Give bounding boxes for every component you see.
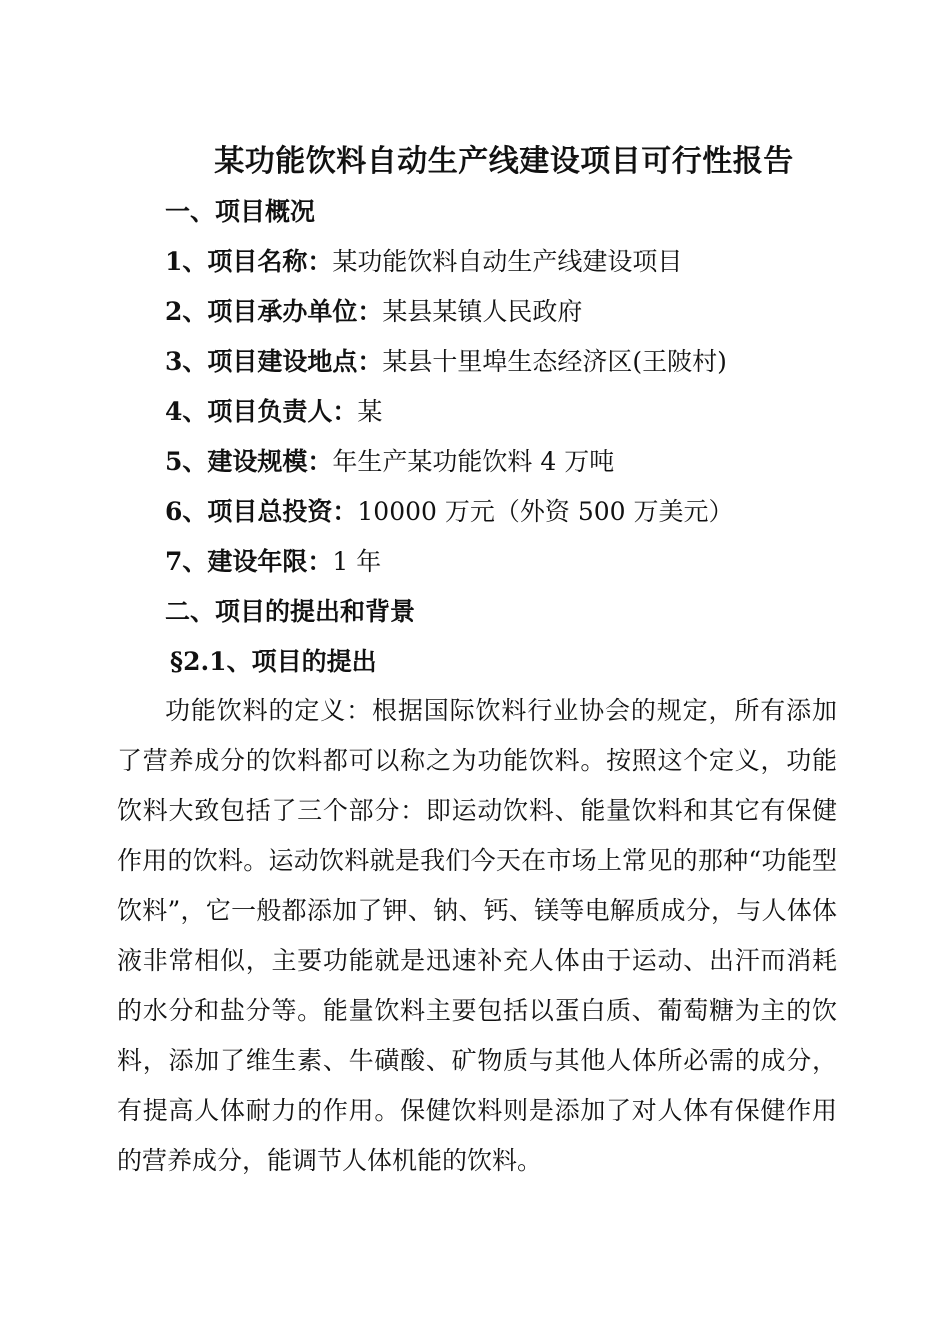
item-total-investment (165, 495, 734, 529)
item-value: 某县十里埠生态经济区(王陂村) (382, 347, 727, 376)
item-label: 5、建设规模： (165, 447, 333, 476)
item-value: 10000 万元（外资 500 万美元） (357, 497, 734, 526)
item-label: 2、项目承办单位： (165, 297, 383, 326)
item-project-organizer (165, 295, 582, 329)
item-construction-period (165, 545, 381, 579)
item-value: 年生产某功能饮料 4 万吨 (332, 447, 615, 476)
item-label: 4、项目负责人： (165, 397, 358, 426)
item-value: 某县某镇人民政府 (382, 297, 583, 326)
subsection-heading: §2.1、项目的提出 (170, 647, 377, 676)
item-project-name (165, 245, 682, 279)
item-value: 1 年 (332, 547, 382, 576)
item-label: 3、项目建设地点： (165, 347, 383, 376)
item-value: 某 (357, 397, 383, 426)
item-construction-scale (165, 445, 614, 479)
document-title: 某功能饮料自动生产线建设项目可行性报告 (214, 144, 794, 179)
item-label: 1、项目名称： (165, 247, 333, 276)
item-project-leader (165, 395, 382, 429)
section-heading-background: 二、项目的提出和背景 (165, 597, 416, 626)
item-label: 6、项目总投资： (165, 497, 358, 526)
section-heading-overview: 一、项目概况 (165, 197, 316, 226)
body-paragraph: 功能饮料的定义：根据国际饮料行业协会的规定，所有添加了营养成分的饮料都可以称之为功能饮料。按照这个定义，功能饮料大致包括了三个部分：即运动饮料、能量饮料和其它有保健作用的饮料。运动饮料就是我们今天在市场上常见的那种“功能型饮料”，它一般都添加了钾、钠、钙、镁等电解质成分，与人体体液非常相似，主要功能就是迅速补充人体由于运动、出汗而消耗的水分和盐分等。能量饮料主要包括以蛋白质、葡萄糖为主的饮料，添加了维生素、牛磺酸、矿物质与其他人体所必需的成分，有提高人体耐力的作用。保健饮料则是添加了对人体有保健作用的营养成分，能调节人体机能的饮料。 (117, 696, 837, 1175)
item-value: 某功能饮料自动生产线建设项目 (332, 247, 683, 276)
item-label: 7、建设年限： (165, 547, 333, 576)
item-project-location (165, 345, 727, 379)
